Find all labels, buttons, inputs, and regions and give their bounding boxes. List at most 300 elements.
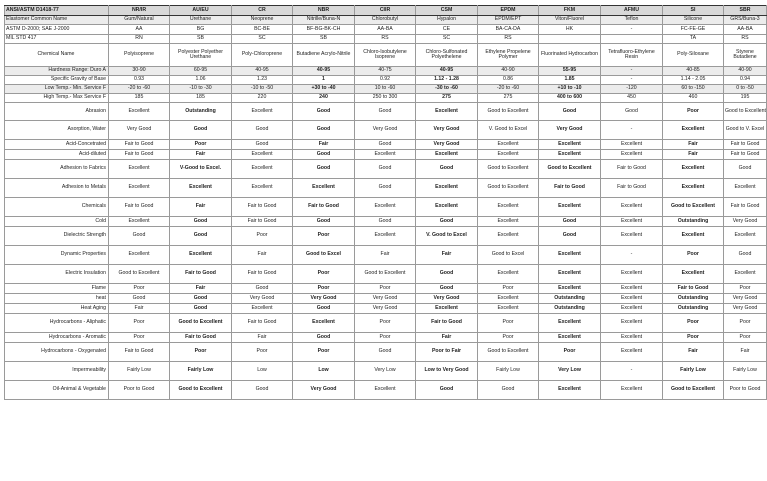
row-label: Specific Gravity of Base bbox=[5, 76, 109, 85]
rating-cell: Fair bbox=[293, 140, 355, 150]
rating-cell: Poor bbox=[724, 333, 767, 343]
rating-cell: Excellent bbox=[355, 227, 416, 246]
spec-cell: SC bbox=[416, 35, 478, 44]
rating-cell: Fair to Good bbox=[109, 140, 170, 150]
numeric-cell: 1 bbox=[293, 76, 355, 85]
numeric-cell: - bbox=[601, 76, 663, 85]
numeric-cell: 40-95 bbox=[416, 67, 478, 76]
rating-cell: Poor bbox=[293, 227, 355, 246]
row-label: Flame bbox=[5, 284, 109, 294]
row-label: Dynamic Properties bbox=[5, 246, 109, 265]
numeric-row bbox=[5, 94, 767, 103]
rating-cell: Excellent bbox=[293, 179, 355, 198]
rating-cell: Excellent bbox=[170, 246, 232, 265]
rating-cell: Outstanding bbox=[663, 294, 724, 304]
rating-cell: Excellent bbox=[539, 246, 601, 265]
property-row bbox=[5, 103, 767, 121]
spec-cell: Urethane bbox=[170, 16, 232, 25]
numeric-cell: 1.23 bbox=[232, 76, 293, 85]
rating-cell: Poor bbox=[663, 333, 724, 343]
rating-cell: Excellent bbox=[232, 103, 293, 121]
rating-cell: Good bbox=[109, 227, 170, 246]
numeric-cell: 0.92 bbox=[355, 76, 416, 85]
rating-cell: Good bbox=[539, 103, 601, 121]
rating-cell: Very Good bbox=[355, 304, 416, 314]
numeric-row bbox=[5, 76, 767, 85]
rating-cell: Good to Excellent bbox=[478, 103, 539, 121]
rating-cell: Good bbox=[232, 121, 293, 140]
row-label: ASTM D-2000; SAE J-2000 bbox=[5, 25, 109, 35]
numeric-cell: 275 bbox=[416, 94, 478, 103]
rating-cell: Good to Excellent bbox=[355, 265, 416, 284]
spec-cell: Styrene Butadiene bbox=[724, 44, 767, 67]
rating-cell: Fair to Good bbox=[539, 179, 601, 198]
rating-cell: Fair bbox=[724, 343, 767, 362]
spec-cell: Gum/Natural bbox=[109, 16, 170, 25]
numeric-cell: +10 to -10 bbox=[539, 85, 601, 94]
row-label: Acid-diluted bbox=[5, 150, 109, 160]
property-row bbox=[5, 304, 767, 314]
rating-cell: Excellent bbox=[478, 150, 539, 160]
numeric-cell: 400 to 600 bbox=[539, 94, 601, 103]
numeric-cell: 40-90 bbox=[724, 67, 767, 76]
rating-cell: Excellent bbox=[478, 304, 539, 314]
rating-cell: Good bbox=[416, 160, 478, 179]
rating-cell: Poor bbox=[293, 284, 355, 294]
rating-cell: Very Good bbox=[416, 121, 478, 140]
rating-cell: Good to Excellent bbox=[170, 381, 232, 400]
column-header: FKM bbox=[539, 6, 601, 16]
spec-cell: Poly-Chloroprene bbox=[232, 44, 293, 67]
property-row bbox=[5, 284, 767, 294]
rating-cell: Excellent bbox=[109, 179, 170, 198]
rating-cell: Fair bbox=[170, 284, 232, 294]
row-label: Electric Insulation bbox=[5, 265, 109, 284]
column-header: NR/IR bbox=[109, 6, 170, 16]
rating-cell: Excellent bbox=[232, 304, 293, 314]
numeric-cell: 60 to -150 bbox=[663, 85, 724, 94]
rating-cell: Fair to Good bbox=[232, 198, 293, 217]
rating-cell: Good bbox=[355, 103, 416, 121]
rating-cell: Excellent bbox=[109, 160, 170, 179]
numeric-cell: -10 to -30 bbox=[170, 85, 232, 94]
spec-cell: Teflon bbox=[601, 16, 663, 25]
rating-cell: Fair to Good bbox=[293, 198, 355, 217]
rating-cell: Excellent bbox=[601, 150, 663, 160]
rating-cell: Fair to Good bbox=[416, 314, 478, 333]
property-row bbox=[5, 333, 767, 343]
rating-cell: Good bbox=[232, 140, 293, 150]
rating-cell: Excellent bbox=[601, 265, 663, 284]
rating-cell: Excellent bbox=[539, 198, 601, 217]
rating-cell: Poor bbox=[170, 140, 232, 150]
rating-cell: Very Low bbox=[355, 362, 416, 381]
rating-cell: Excellent bbox=[355, 150, 416, 160]
rating-cell: Excellent bbox=[232, 150, 293, 160]
numeric-cell: 195 bbox=[724, 94, 767, 103]
rating-cell: Excellent bbox=[601, 284, 663, 294]
property-row bbox=[5, 246, 767, 265]
rating-cell: Poor bbox=[478, 333, 539, 343]
numeric-cell: 10 to -60 bbox=[355, 85, 416, 94]
rating-cell: Good bbox=[539, 227, 601, 246]
rating-cell: Poor bbox=[663, 246, 724, 265]
rating-cell: Very Good bbox=[416, 294, 478, 304]
numeric-cell: 275 bbox=[478, 94, 539, 103]
rating-cell: Good bbox=[293, 333, 355, 343]
rating-cell: Excellent bbox=[478, 217, 539, 227]
property-row bbox=[5, 121, 767, 140]
rating-cell: Fair bbox=[232, 333, 293, 343]
elastomer-comparison-sheet bbox=[4, 5, 766, 400]
spec-cell: EPDM/EPT bbox=[478, 16, 539, 25]
numeric-cell: +30 to -40 bbox=[293, 85, 355, 94]
rating-cell: Poor bbox=[724, 314, 767, 333]
spec-cell: RS bbox=[724, 35, 767, 44]
row-label: Chemicals bbox=[5, 198, 109, 217]
numeric-cell: 40-85 bbox=[663, 67, 724, 76]
column-header: SBR bbox=[724, 6, 767, 16]
rating-cell: Good bbox=[293, 103, 355, 121]
rating-cell: Good bbox=[724, 160, 767, 179]
row-label: Acid-Concetrated bbox=[5, 140, 109, 150]
spec-cell bbox=[601, 35, 663, 44]
rating-cell: Good bbox=[478, 381, 539, 400]
column-header: CR bbox=[232, 6, 293, 16]
rating-cell: - bbox=[601, 246, 663, 265]
rating-cell: Excellent bbox=[109, 217, 170, 227]
rating-cell: Good bbox=[232, 381, 293, 400]
property-row bbox=[5, 343, 767, 362]
rating-cell: Fairly Low bbox=[663, 362, 724, 381]
rating-cell: Fair to Good bbox=[232, 314, 293, 333]
rating-cell: Very Good bbox=[355, 294, 416, 304]
rating-cell: Very Good bbox=[293, 294, 355, 304]
spec-cell: FC-FE-GE bbox=[663, 25, 724, 35]
rating-cell: Fair to Good bbox=[601, 179, 663, 198]
property-row bbox=[5, 160, 767, 179]
spec-cell: TA bbox=[663, 35, 724, 44]
rating-cell: Excellent bbox=[724, 179, 767, 198]
rating-cell: Excellent bbox=[416, 304, 478, 314]
spec-cell: BC-BE bbox=[232, 25, 293, 35]
spec-row bbox=[5, 16, 767, 25]
rating-cell: Excellent bbox=[539, 140, 601, 150]
numeric-cell: 0.86 bbox=[478, 76, 539, 85]
rating-cell: Excellent bbox=[663, 265, 724, 284]
spec-cell: SB bbox=[170, 35, 232, 44]
row-label: Dielectric Strength bbox=[5, 227, 109, 246]
property-row bbox=[5, 227, 767, 246]
rating-cell: Excellent bbox=[416, 198, 478, 217]
rating-cell: Poor bbox=[663, 314, 724, 333]
rating-cell: Poor bbox=[355, 314, 416, 333]
spec-cell: Fluorinated Hydrocarbon bbox=[539, 44, 601, 67]
rating-cell: Low bbox=[293, 362, 355, 381]
rating-cell: Excellent bbox=[478, 227, 539, 246]
numeric-cell: 450 bbox=[601, 94, 663, 103]
rating-cell: Excellent bbox=[478, 198, 539, 217]
rating-cell: Good to Excellent bbox=[724, 103, 767, 121]
numeric-cell: 185 bbox=[109, 94, 170, 103]
numeric-cell: -30 to -60 bbox=[416, 85, 478, 94]
spec-cell: GRS/Buna-3 bbox=[724, 16, 767, 25]
spec-cell: Tetrafluoro-Ethylene Resin bbox=[601, 44, 663, 67]
rating-cell: Excellent bbox=[416, 179, 478, 198]
rating-cell: Excellent bbox=[601, 294, 663, 304]
rating-cell: - bbox=[601, 362, 663, 381]
rating-cell: Very Good bbox=[293, 381, 355, 400]
rating-cell: Fair to Good bbox=[663, 284, 724, 294]
rating-cell: Good bbox=[170, 294, 232, 304]
rating-cell: Good to Excellent bbox=[478, 179, 539, 198]
rating-cell: Poor bbox=[293, 265, 355, 284]
spec-row bbox=[5, 25, 767, 35]
elastomer-comparison-table bbox=[4, 5, 767, 400]
rating-cell: Good bbox=[170, 227, 232, 246]
row-label: Heat Aging bbox=[5, 304, 109, 314]
spec-cell: Chloro-Sulfonated Polyethelene bbox=[416, 44, 478, 67]
rating-cell: Excellent bbox=[601, 198, 663, 217]
rating-cell: Fair to Good bbox=[724, 198, 767, 217]
row-label: MIL STD 417 bbox=[5, 35, 109, 44]
rating-cell: Excellent bbox=[109, 246, 170, 265]
rating-cell: Poor bbox=[109, 333, 170, 343]
rating-cell: Excellent bbox=[539, 150, 601, 160]
rating-cell: Very Good bbox=[724, 294, 767, 304]
rating-cell: Fair bbox=[663, 140, 724, 150]
numeric-cell: -120 bbox=[601, 85, 663, 94]
row-label: Chemical Name bbox=[5, 44, 109, 67]
rating-cell: Poor to Good bbox=[724, 381, 767, 400]
rating-cell: Fair bbox=[416, 333, 478, 343]
rating-cell: Excellent bbox=[663, 179, 724, 198]
property-row bbox=[5, 140, 767, 150]
property-row bbox=[5, 381, 767, 400]
spec-cell: HK bbox=[539, 25, 601, 35]
row-label: Hydrocarbons - Aromatic bbox=[5, 333, 109, 343]
spec-row bbox=[5, 44, 767, 67]
rating-cell: Good to V. Excel bbox=[724, 121, 767, 140]
spec-cell: Neoprene bbox=[232, 16, 293, 25]
rating-cell: Good bbox=[416, 217, 478, 227]
rating-cell: Good bbox=[293, 304, 355, 314]
table-title: ANSI/ASTM D1418-77 bbox=[5, 6, 109, 16]
rating-cell: Excellent bbox=[663, 227, 724, 246]
rating-cell: Low bbox=[232, 362, 293, 381]
rating-cell: Excellent bbox=[601, 217, 663, 227]
rating-cell: Good bbox=[170, 304, 232, 314]
rating-cell: Poor bbox=[109, 284, 170, 294]
row-label: High Temp.- Max Service F bbox=[5, 94, 109, 103]
rating-cell: Good bbox=[601, 103, 663, 121]
rating-cell: - bbox=[601, 121, 663, 140]
rating-cell: Good bbox=[355, 217, 416, 227]
numeric-cell: 0 to -50 bbox=[724, 85, 767, 94]
row-label: Hydrocarbons - Oxygenated bbox=[5, 343, 109, 362]
rating-cell: Poor bbox=[663, 103, 724, 121]
rating-cell: Fair to Good bbox=[109, 198, 170, 217]
rating-cell: Poor bbox=[478, 284, 539, 294]
spec-cell: - bbox=[601, 25, 663, 35]
rating-cell: Fair to Good bbox=[724, 150, 767, 160]
rating-cell: Fair bbox=[416, 246, 478, 265]
numeric-cell: 40-75 bbox=[355, 67, 416, 76]
rating-cell: Very Good bbox=[724, 304, 767, 314]
spec-row bbox=[5, 35, 767, 44]
column-header: SI bbox=[663, 6, 724, 16]
rating-cell: Poor bbox=[232, 227, 293, 246]
property-row bbox=[5, 265, 767, 284]
spec-cell: SC bbox=[232, 35, 293, 44]
rating-cell: Fairly Low bbox=[724, 362, 767, 381]
rating-cell: Fair to Good bbox=[170, 265, 232, 284]
rating-cell: Good to Excellent bbox=[170, 314, 232, 333]
spec-cell: BG bbox=[170, 25, 232, 35]
spec-cell: AA-BA bbox=[355, 25, 416, 35]
rating-cell: Good to Excellent bbox=[478, 160, 539, 179]
rating-cell: Good bbox=[293, 150, 355, 160]
row-label: Asorption, Water bbox=[5, 121, 109, 140]
numeric-cell: -20 to -60 bbox=[478, 85, 539, 94]
rating-cell: Outstanding bbox=[170, 103, 232, 121]
rating-cell: Very Good bbox=[724, 217, 767, 227]
rating-cell: Good bbox=[293, 121, 355, 140]
rating-cell: Outstanding bbox=[663, 217, 724, 227]
spec-cell: Ethylene Propelene Polymer bbox=[478, 44, 539, 67]
rating-cell: Excellent bbox=[293, 314, 355, 333]
rating-cell: Fair bbox=[170, 150, 232, 160]
rating-cell: Good bbox=[232, 284, 293, 294]
rating-cell: Excellent bbox=[478, 294, 539, 304]
rating-cell: Good bbox=[416, 265, 478, 284]
spec-cell: BF-BG-BK-CH bbox=[293, 25, 355, 35]
numeric-cell: 185 bbox=[170, 94, 232, 103]
row-label: Impermeability bbox=[5, 362, 109, 381]
rating-cell: Excellent bbox=[539, 381, 601, 400]
spec-cell: CE bbox=[416, 25, 478, 35]
spec-cell: Silicone bbox=[663, 16, 724, 25]
column-header: EPDM bbox=[478, 6, 539, 16]
numeric-cell: 240 bbox=[293, 94, 355, 103]
column-header: NBR bbox=[293, 6, 355, 16]
rating-cell: Good bbox=[355, 179, 416, 198]
rating-cell: Fair to Good bbox=[601, 160, 663, 179]
numeric-cell: 1.06 bbox=[170, 76, 232, 85]
rating-cell: Excellent bbox=[232, 160, 293, 179]
rating-cell: Good bbox=[170, 121, 232, 140]
rating-cell: Fair bbox=[663, 150, 724, 160]
numeric-cell: 1.85 bbox=[539, 76, 601, 85]
numeric-cell: 1.14 - 2.05 bbox=[663, 76, 724, 85]
rating-cell: Poor bbox=[170, 343, 232, 362]
spec-cell: RN bbox=[109, 35, 170, 44]
rating-cell: Excellent bbox=[663, 121, 724, 140]
row-label: Oil-Animal & Vegetable bbox=[5, 381, 109, 400]
rating-cell: Excellent bbox=[232, 179, 293, 198]
row-label: Cold bbox=[5, 217, 109, 227]
row-label: Hardness Range: Duro A bbox=[5, 67, 109, 76]
rating-cell: Excellent bbox=[601, 314, 663, 333]
row-label: heat bbox=[5, 294, 109, 304]
spec-cell: Poly-Siloxane bbox=[663, 44, 724, 67]
rating-cell: Excellent bbox=[478, 140, 539, 150]
rating-cell: Fair to Good bbox=[724, 140, 767, 150]
numeric-cell: 60-95 bbox=[170, 67, 232, 76]
numeric-cell: 250 to 300 bbox=[355, 94, 416, 103]
rating-cell: Very Good bbox=[232, 294, 293, 304]
property-row bbox=[5, 294, 767, 304]
row-label: Adhesion to Metals bbox=[5, 179, 109, 198]
property-row bbox=[5, 362, 767, 381]
numeric-cell: 40-95 bbox=[232, 67, 293, 76]
rating-cell: Very Good bbox=[539, 121, 601, 140]
column-header: AFMU bbox=[601, 6, 663, 16]
rating-cell: Excellent bbox=[355, 381, 416, 400]
spec-cell: SB bbox=[293, 35, 355, 44]
rating-cell: Poor to Fair bbox=[416, 343, 478, 362]
rating-cell: Excellent bbox=[724, 265, 767, 284]
rating-cell: Good to Excellent bbox=[663, 381, 724, 400]
rating-cell: Excellent bbox=[539, 314, 601, 333]
rating-cell: Poor bbox=[293, 343, 355, 362]
rating-cell: Good bbox=[355, 140, 416, 150]
numeric-cell: 40-90 bbox=[478, 67, 539, 76]
spec-cell bbox=[539, 35, 601, 44]
rating-cell: Fair bbox=[170, 198, 232, 217]
column-header: CSM bbox=[416, 6, 478, 16]
row-label: Adhesion to Fabrics bbox=[5, 160, 109, 179]
rating-cell: Excellent bbox=[601, 140, 663, 150]
spec-cell: RS bbox=[355, 35, 416, 44]
rating-cell: Good to Excellent bbox=[109, 265, 170, 284]
spec-cell: Chloro-Isobutylene Isoprene bbox=[355, 44, 416, 67]
rating-cell: Excellent bbox=[478, 265, 539, 284]
row-label: Low Temp.- Min. Service F bbox=[5, 85, 109, 94]
rating-cell: Excellent bbox=[355, 198, 416, 217]
rating-cell: Excellent bbox=[109, 103, 170, 121]
rating-cell: Good to Excellent bbox=[478, 343, 539, 362]
rating-cell: Outstanding bbox=[539, 294, 601, 304]
rating-cell: Poor bbox=[539, 343, 601, 362]
spec-cell: Nitrille/Buna-N bbox=[293, 16, 355, 25]
rating-cell: Fair to Good bbox=[109, 343, 170, 362]
rating-cell: Good bbox=[416, 284, 478, 294]
spec-cell: Chlorobutyl bbox=[355, 16, 416, 25]
numeric-row bbox=[5, 67, 767, 76]
rating-cell: Fair to Good bbox=[109, 150, 170, 160]
column-header: CIIR bbox=[355, 6, 416, 16]
header-row bbox=[5, 6, 767, 16]
numeric-cell: 0.94 bbox=[724, 76, 767, 85]
rating-cell: V. Good to Excel bbox=[478, 121, 539, 140]
numeric-cell: 55-95 bbox=[539, 67, 601, 76]
numeric-cell: 1.12 - 1.28 bbox=[416, 76, 478, 85]
property-row bbox=[5, 150, 767, 160]
property-row bbox=[5, 198, 767, 217]
spec-cell: Hypalon bbox=[416, 16, 478, 25]
rating-cell: Good bbox=[355, 343, 416, 362]
rating-cell: Outstanding bbox=[663, 304, 724, 314]
numeric-cell: -20 to -60 bbox=[109, 85, 170, 94]
spec-cell: Polyisoprene bbox=[109, 44, 170, 67]
numeric-row bbox=[5, 85, 767, 94]
row-label: Elastomer Common Name bbox=[5, 16, 109, 25]
rating-cell: Excellent bbox=[601, 333, 663, 343]
rating-cell: Excellent bbox=[601, 381, 663, 400]
rating-cell: Very Good bbox=[355, 121, 416, 140]
rating-cell: Outstanding bbox=[539, 304, 601, 314]
